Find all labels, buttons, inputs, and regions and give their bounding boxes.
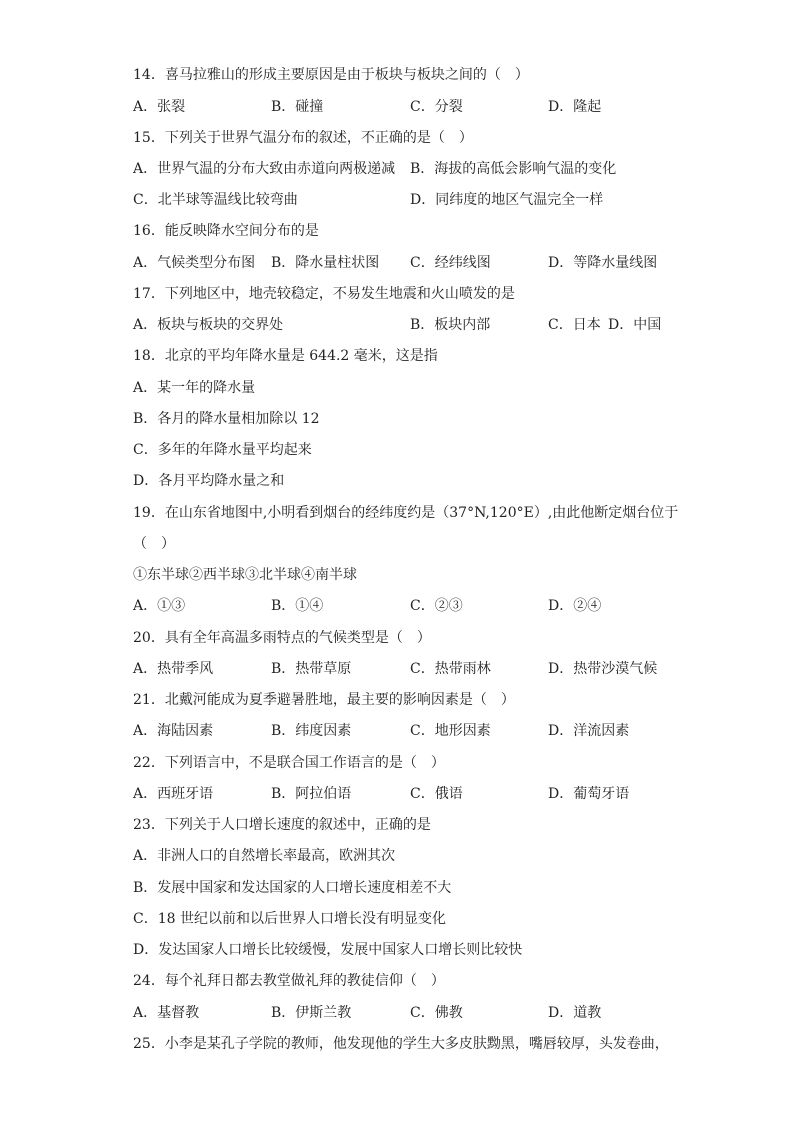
option-a[interactable]: A．气候类型分布图 [133, 255, 256, 271]
option-b[interactable]: B．纬度因素 [271, 723, 352, 739]
option-c[interactable]: C．②③ [410, 598, 463, 614]
option-c[interactable]: C．佛教 [410, 1005, 463, 1021]
option-b[interactable]: B．碰撞 [271, 99, 324, 115]
option-c[interactable]: C．北半球等温线比较弯曲 [133, 192, 298, 208]
option-a[interactable]: A．海陆因素 [133, 723, 214, 739]
option-c[interactable]: C．分裂 [410, 99, 463, 115]
option-d[interactable]: D．同纬度的地区气温完全一样 [410, 192, 604, 208]
option-b[interactable]: B．海拔的高低会影响气温的变化 [410, 161, 617, 177]
option-c[interactable]: C．地形因素 [410, 723, 491, 739]
option-a[interactable]: A．①③ [133, 598, 186, 614]
question-15-stem: 15．下列关于世界气温分布的叙述，不正确的是（ ） [133, 130, 473, 146]
question-23-stem: 23．下列关于人口增长速度的叙述中，正确的是 [133, 817, 431, 833]
question-18-stem: 18．北京的平均年降水量是 644.2 毫米，这是指 [133, 348, 438, 364]
option-d[interactable]: D．葡萄牙语 [548, 786, 630, 802]
option-b[interactable]: B．降水量柱状图 [271, 255, 380, 271]
option-c[interactable]: C．多年的年降水量平均起来 [133, 442, 312, 458]
option-a[interactable]: A．基督教 [133, 1005, 200, 1021]
question-19-paren: （ ） [133, 536, 175, 552]
option-d[interactable]: D．等降水量线图 [548, 255, 658, 271]
question-19-statements: ①东半球②西半球③北半球④南半球 [133, 567, 357, 583]
option-a[interactable]: A．热带季风 [133, 661, 214, 677]
option-a[interactable]: A．世界气温的分布大致由赤道向两极递减 [133, 161, 396, 177]
option-d[interactable]: D．发达国家人口增长比较缓慢，发展中国家人口增长则比较快 [133, 942, 523, 958]
question-24-stem: 24．每个礼拜日都去教堂做礼拜的教徒信仰（ ） [133, 973, 445, 989]
option-c[interactable]: C．俄语 [410, 786, 463, 802]
question-22-stem: 22．下列语言中，不是联合国工作语言的是（ ） [133, 755, 445, 771]
question-16-stem: 16．能反映降水空间分布的是 [133, 223, 319, 239]
option-c[interactable]: C．日本 [548, 317, 601, 333]
option-b[interactable]: B．发展中国家和发达国家的人口增长速度相差不大 [133, 880, 452, 896]
question-19-stem: 19．在山东省地图中,小明看到烟台的经纬度约是（37°N,120°E）,由此他断定烟台位于 [133, 505, 679, 521]
option-d[interactable]: D．②④ [548, 598, 602, 614]
option-b[interactable]: B．各月的降水量相加除以 12 [133, 411, 320, 427]
option-a[interactable]: A．西班牙语 [133, 786, 214, 802]
option-a[interactable]: A．板块与板块的交界处 [133, 317, 284, 333]
question-21-stem: 21．北戴河能成为夏季避暑胜地，最主要的影响因素是（ ） [133, 692, 515, 708]
question-17-stem: 17．下列地区中，地壳较稳定，不易发生地震和火山喷发的是 [133, 286, 515, 302]
question-14-stem: 14．喜马拉雅山的形成主要原因是由于板块与板块之间的（ ） [133, 67, 529, 83]
option-c[interactable]: C．热带雨林 [410, 661, 491, 677]
option-d[interactable]: D．各月平均降水量之和 [133, 473, 285, 489]
option-b[interactable]: B．伊斯兰教 [271, 1005, 352, 1021]
option-b[interactable]: B．阿拉伯语 [271, 786, 352, 802]
option-d[interactable]: D．道教 [548, 1005, 602, 1021]
option-b[interactable]: B．①④ [271, 598, 324, 614]
option-d[interactable]: D．洋流因素 [548, 723, 630, 739]
option-b[interactable]: B．板块内部 [410, 317, 491, 333]
option-a[interactable]: A．某一年的降水量 [133, 380, 256, 396]
option-a[interactable]: A．非洲人口的自然增长率最高，欧洲其次 [133, 848, 396, 864]
question-20-stem: 20．具有全年高温多雨特点的气候类型是（ ） [133, 630, 431, 646]
option-d[interactable]: D．中国 [608, 317, 662, 333]
option-d[interactable]: D．热带沙漠气候 [548, 661, 658, 677]
option-b[interactable]: B．热带草原 [271, 661, 352, 677]
option-d[interactable]: D．隆起 [548, 99, 602, 115]
option-c[interactable]: C．18 世纪以前和以后世界人口增长没有明显变化 [133, 911, 446, 927]
option-c[interactable]: C．经纬线图 [410, 255, 491, 271]
question-25-stem: 25．小李是某孔子学院的教师，他发现他的学生大多皮肤黝黑，嘴唇较厚，头发卷曲， [133, 1036, 669, 1052]
option-a[interactable]: A．张裂 [133, 99, 186, 115]
